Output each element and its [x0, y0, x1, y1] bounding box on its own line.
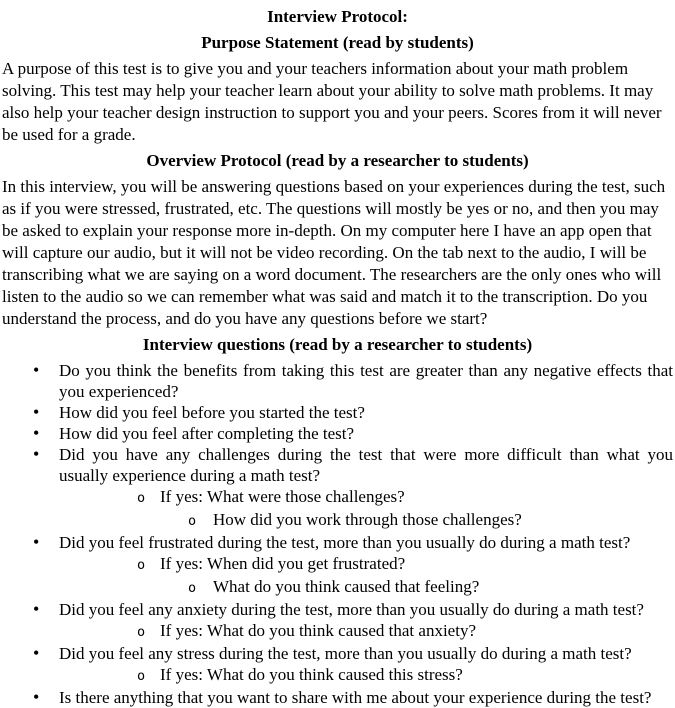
- circle-bullet-icon: [188, 576, 213, 599]
- section-heading-overview-protocol: Overview Protocol (read by a researcher to students): [146, 151, 529, 170]
- question-text: Did you feel frustrated during the test, more than you usually do during a math test?: [59, 533, 631, 552]
- question-item: [2, 444, 673, 486]
- interview-questions-list: [2, 360, 673, 708]
- purpose-statement-paragraph: A purpose of this test is to give you and your teachers information about your math problem solving. This test may help your teacher learn about your ability to solve math problems. It may also help your teacher design instruction to support you and your peers. Scores from it will never be used for a grade.: [2, 59, 662, 144]
- question-subsubitem: [2, 576, 673, 599]
- bullet-icon: [33, 402, 59, 423]
- overview-protocol-paragraph: In this interview, you will be answering questions based on your experiences during the test, such as if you were stressed, frustrated, etc. The questions will mostly be yes or no, and then you may be asked to explain your response more in-depth. On my computer here I have an app open that will capture our audio, but it will not be video recording. On the tab next to the audio, I will be transcribing what we are saying on a word document. The researchers are the only ones who will listen to the audio so we can remember what was said and match it to the transcription. Do you understand the process, and do you have any questions before we start?: [2, 177, 666, 328]
- question-subitem: [2, 553, 673, 576]
- question-text: Did you feel any stress during the test, more than you usually do during a math test?: [59, 644, 632, 663]
- bullet-icon: [33, 532, 59, 553]
- circle-bullet-icon: [188, 509, 213, 532]
- question-item: [2, 360, 673, 402]
- circle-bullet-icon: [137, 620, 160, 643]
- bullet-icon: [33, 423, 59, 444]
- question-subitem: [2, 486, 673, 509]
- question-text: What do you think caused that feeling?: [213, 577, 480, 596]
- question-text: Did you have any challenges during the test that were more difficult than what you usually experience during a math test?: [59, 445, 673, 485]
- question-subitem: [2, 664, 673, 687]
- question-subsubitem: [2, 509, 673, 532]
- bullet-icon: [33, 599, 59, 620]
- bullet-icon: [33, 444, 59, 486]
- section-heading-interview-questions: Interview questions (read by a researcher to students): [142, 335, 533, 354]
- question-text: If yes: What do you think caused that anxiety?: [160, 621, 476, 640]
- question-text: If yes: When did you get frustrated?: [160, 554, 406, 573]
- circle-bullet-icon: [137, 553, 160, 576]
- question-item: [2, 687, 673, 708]
- question-text: Is there anything that you want to share with me about your experience during the test?: [59, 688, 652, 707]
- question-text: How did you feel before you started the test?: [59, 403, 365, 422]
- bullet-icon: [33, 360, 59, 402]
- question-text: If yes: What do you think caused this stress?: [160, 665, 463, 684]
- document-title: Interview Protocol:: [267, 7, 408, 26]
- section-heading-purpose-statement: Purpose Statement (read by students): [201, 33, 474, 52]
- bullet-icon: [33, 643, 59, 664]
- circle-bullet-icon: [137, 486, 160, 509]
- question-item: [2, 532, 673, 553]
- question-text: How did you work through those challenges?: [213, 510, 522, 529]
- question-item: [2, 423, 673, 444]
- question-subitem: [2, 620, 673, 643]
- circle-bullet-icon: [137, 664, 160, 687]
- question-text: How did you feel after completing the test?: [59, 424, 355, 443]
- bullet-icon: [33, 687, 59, 708]
- question-item: [2, 643, 673, 664]
- question-text: Did you feel any anxiety during the test, more than you usually do during a math test?: [59, 600, 644, 619]
- question-item: [2, 402, 673, 423]
- question-item: [2, 599, 673, 620]
- question-text: Do you think the benefits from taking this test are greater than any negative effects that you experienced?: [59, 361, 673, 401]
- question-text: If yes: What were those challenges?: [160, 487, 405, 506]
